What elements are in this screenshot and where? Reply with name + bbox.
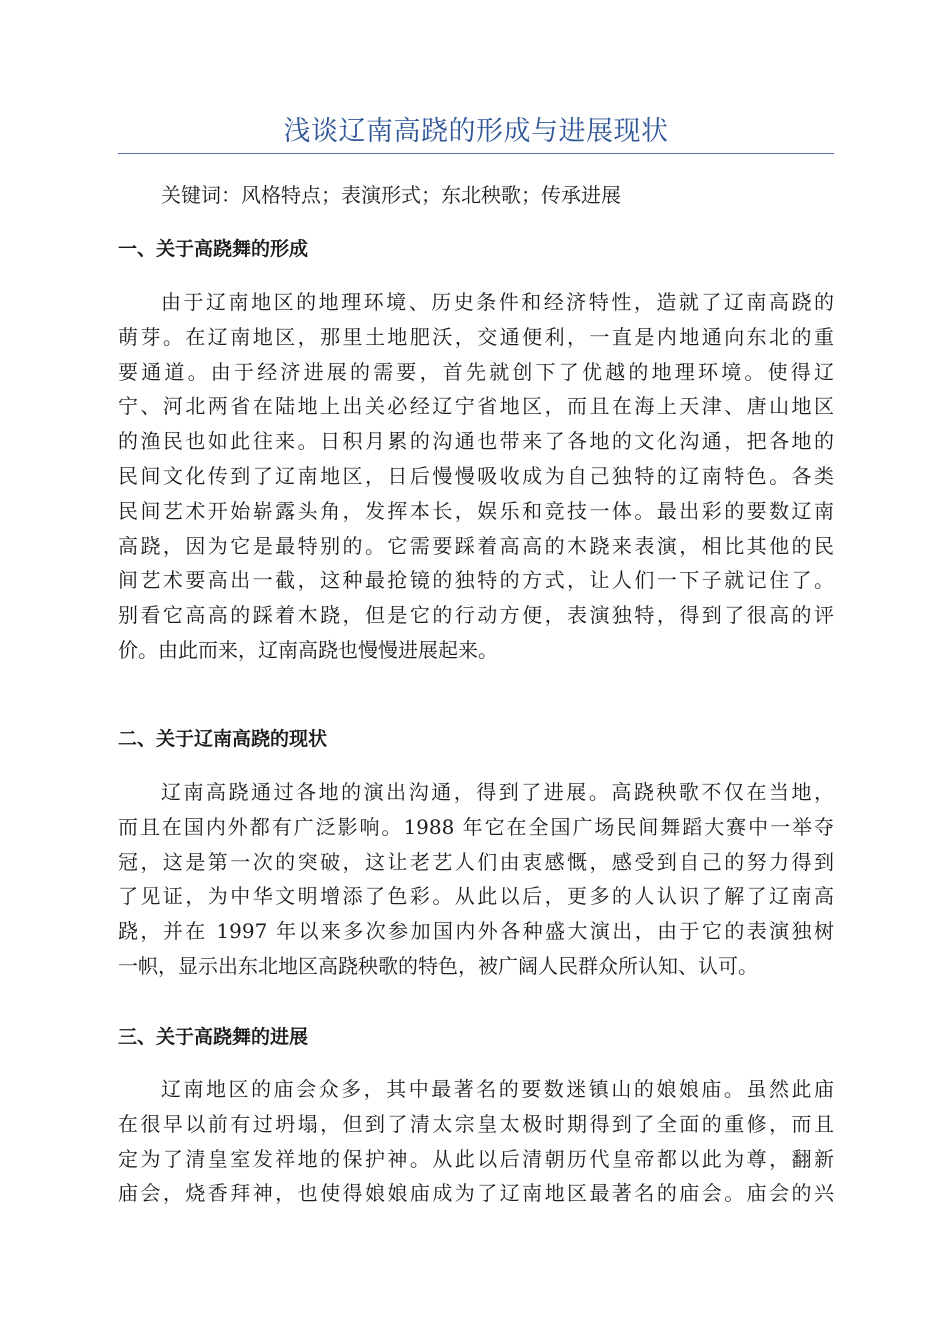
section-body-2 <box>118 775 834 984</box>
paragraph-line: 高跷，因为它是最特别的。它需要踩着高高的木跷来表演，相比其他的民 <box>118 533 834 558</box>
keywords-line: 关键词：风格特点；表演形式；东北秧歌；传承进展 <box>161 183 621 207</box>
paragraph-line: 冠，这是第一次的突破，这让老艺人们由衷感慨，感受到自己的努力得到 <box>118 849 834 874</box>
paragraph-line: 价。由此而来，辽南高跷也慢慢进展起来。 <box>118 637 498 662</box>
section-heading-1: 一、关于高跷舞的形成 <box>118 238 309 260</box>
paragraph-line: 了见证，为中华文明增添了色彩。从此以后，更多的人认识了解了辽南高 <box>118 884 834 909</box>
paragraph-line: 民间艺术开始崭露头角，发挥本长，娱乐和竞技一体。最出彩的要数辽南 <box>118 498 834 523</box>
paragraph-line: 跷，并在 1997 年以来多次参加国内外各种盛大演出，由于它的表演独树 <box>118 919 834 944</box>
title-divider <box>118 153 834 154</box>
paragraph-line: 别看它高高的踩着木跷，但是它的行动方便，表演独特，得到了很高的评 <box>118 603 834 628</box>
paragraph-line: 间艺术要高出一截，这种最抢镜的独特的方式，让人们一下子就记住了。 <box>118 568 834 593</box>
section-body-1 <box>118 285 834 668</box>
paragraph-line: 要通道。由于经济进展的需要，首先就创下了优越的地理环境。使得辽 <box>118 359 834 384</box>
paragraph-line: 辽南地区的庙会众多，其中最著名的要数迷镇山的娘娘庙。虽然此庙 <box>161 1077 834 1101</box>
paragraph-line: 一帜，显示出东北地区高跷秧歌的特色，被广阔人民群众所认知、认可。 <box>118 953 758 978</box>
document-page <box>118 0 834 1344</box>
paragraph-line: 宁、河北两省在陆地上出关必经辽宁省地区，而且在海上天津、唐山地区 <box>118 394 834 419</box>
paragraph-line: 而且在国内外都有广泛影响。1988 年它在全国广场民间舞蹈大赛中一举夺 <box>118 814 834 839</box>
paragraph-line: 定为了清皇室发祥地的保护神。从此以后清朝历代皇帝都以此为尊，翻新 <box>118 1146 834 1171</box>
paragraph-line: 民间文化传到了辽南地区，日后慢慢吸收成为自己独特的辽南特色。各类 <box>118 463 834 488</box>
paragraph-line: 庙会，烧香拜神，也使得娘娘庙成为了辽南地区最著名的庙会。庙会的兴 <box>118 1181 834 1206</box>
paragraph-line: 在很早以前有过坍塌，但到了清太宗皇太极时期得到了全面的重修，而且 <box>118 1111 834 1136</box>
section-heading-2: 二、关于辽南高跷的现状 <box>118 728 328 750</box>
paragraph-line: 的渔民也如此往来。日积月累的沟通也带来了各地的文化沟通，把各地的 <box>118 429 834 454</box>
section-body-3 <box>118 1072 834 1211</box>
document-title: 浅谈辽南高跷的形成与进展现状 <box>283 116 669 147</box>
paragraph-line: 萌芽。在辽南地区，那里土地肥沃，交通便利，一直是内地通向东北的重 <box>118 324 834 349</box>
section-heading-3: 三、关于高跷舞的进展 <box>118 1026 309 1048</box>
paragraph-line: 由于辽南地区的地理环境、历史条件和经济特性，造就了辽南高跷的 <box>161 290 834 314</box>
paragraph-line: 辽南高跷通过各地的演出沟通，得到了进展。高跷秧歌不仅在当地， <box>161 780 834 804</box>
